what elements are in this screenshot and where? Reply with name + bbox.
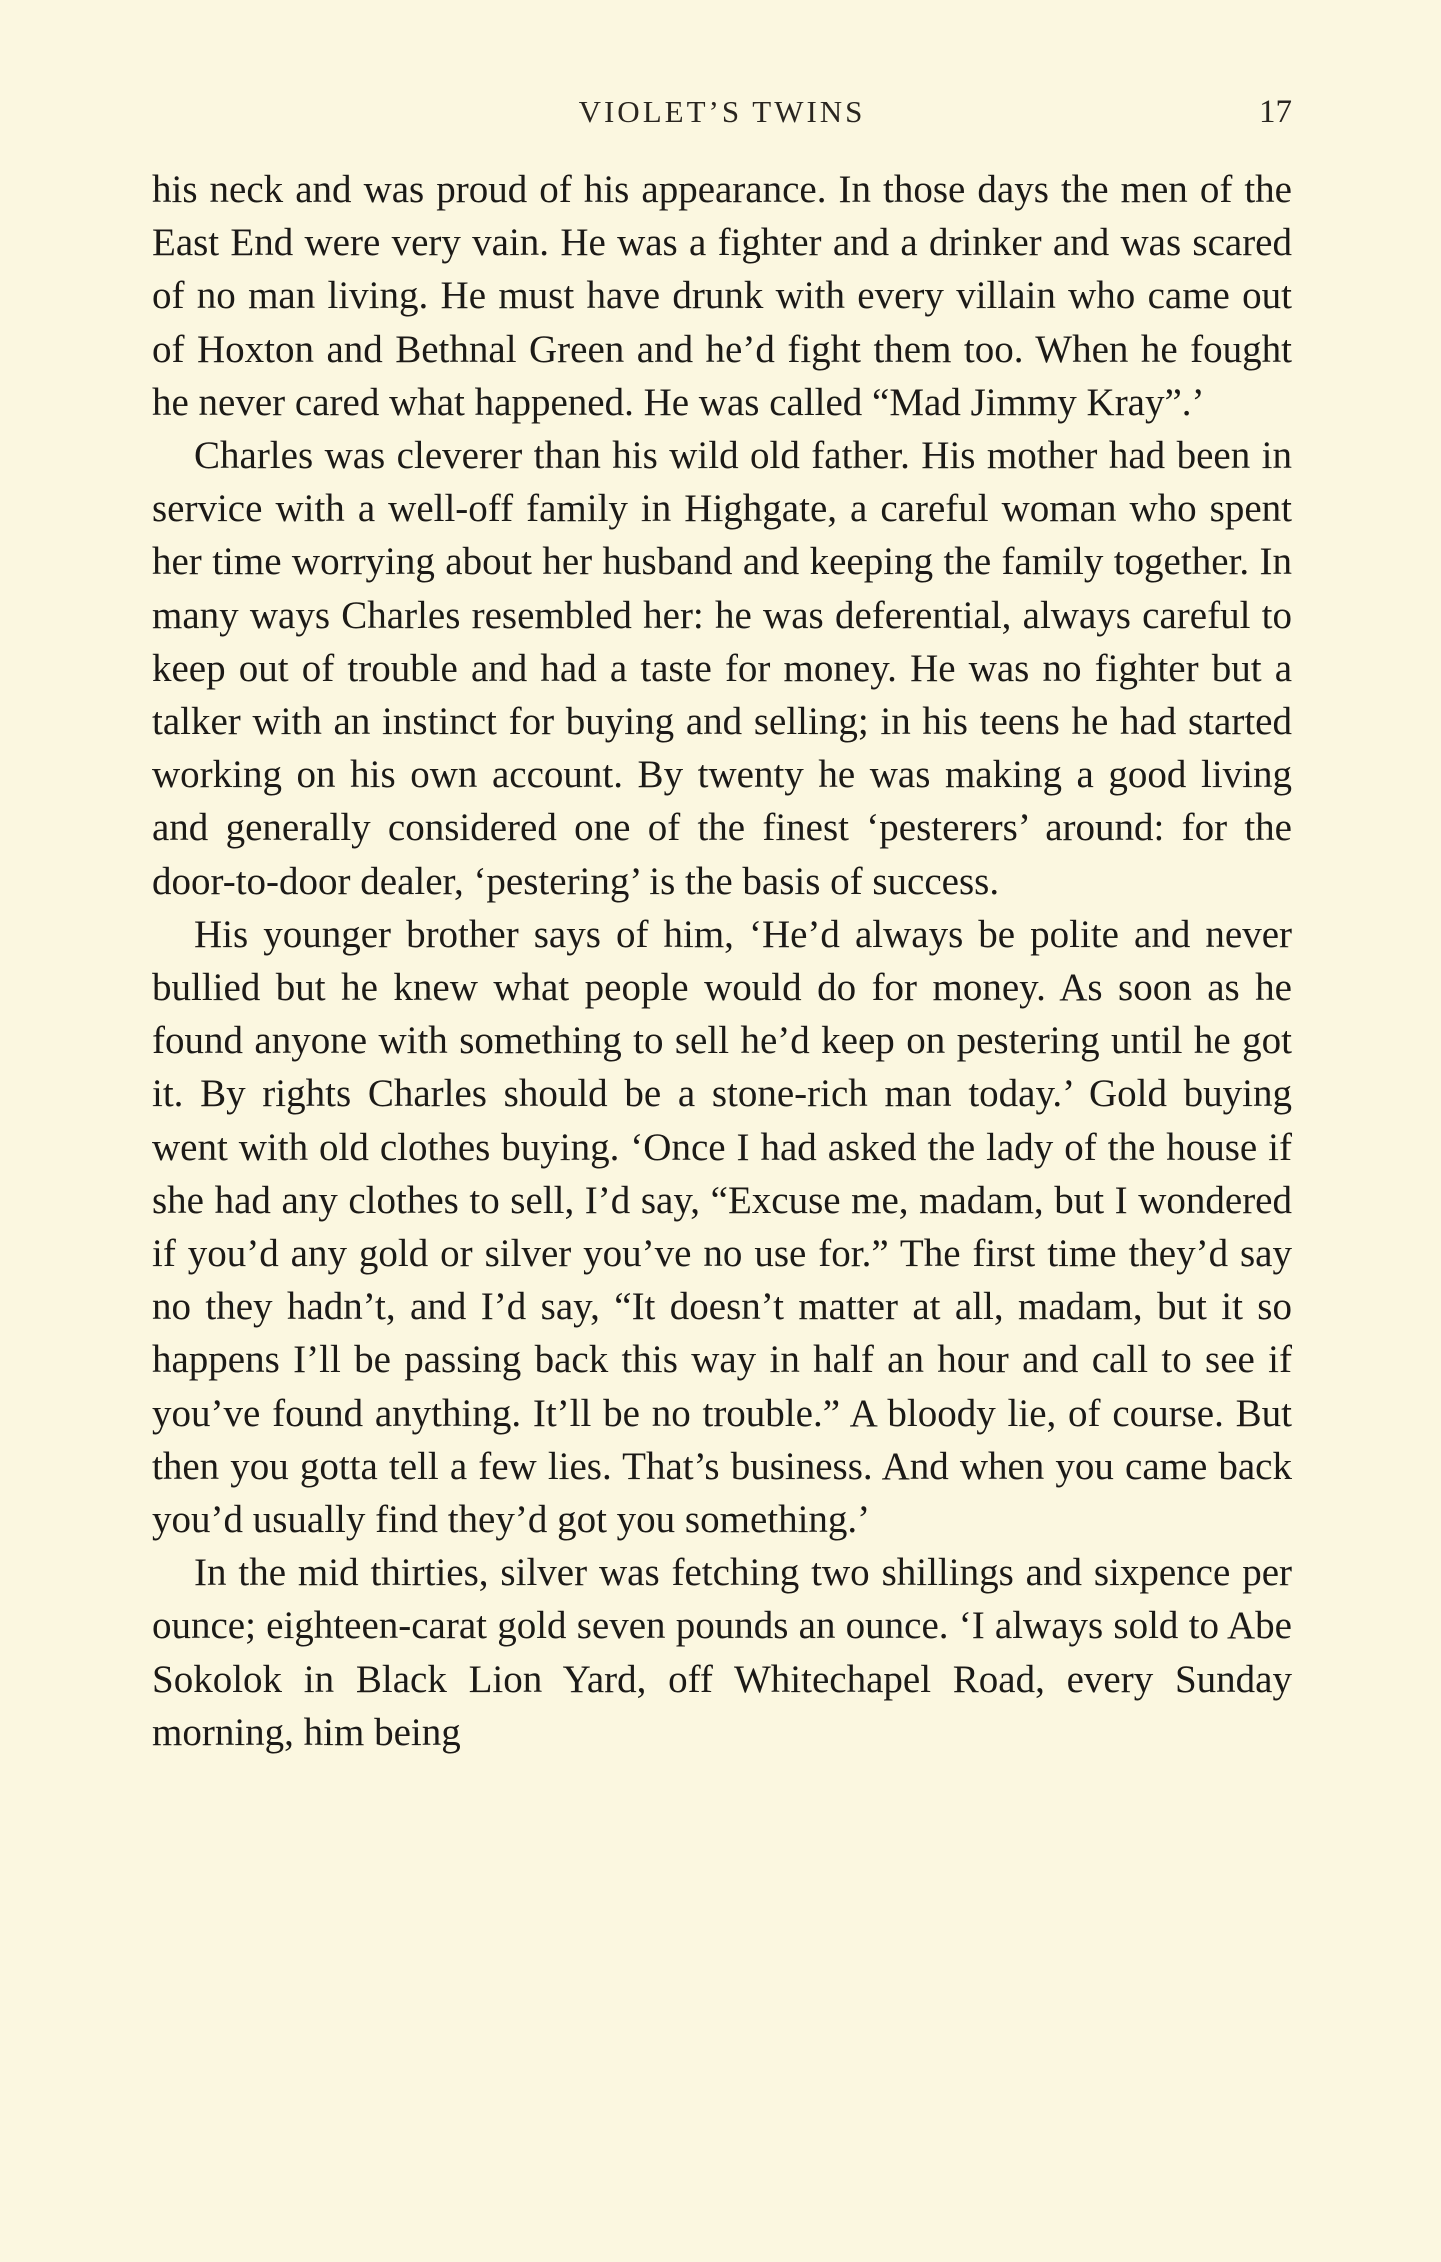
paragraph: Charles was cleverer than his wild old father. His mother had been in service with a well-off family in Highgate, a careful woman who spent her time worrying about her husband and keeping the family together. In many ways Charles resembled her: he was deferential, always careful to keep out of trouble and had a taste for money. He was no fighter but a talker with an instinct for buying and selling; in his teens he had started working on his own account. By twenty he was making a good living and generally considered one of the finest ‘pesterers’ around: for the door-to-door dealer, ‘pestering’ is the basis of success. (152, 434, 1292, 903)
paragraph: His younger brother says of him, ‘He’d always be polite and never bullied but he knew what people would do for money. As soon as he found anyone with something to sell he’d keep on pestering until he got it. By rights Charles should be a stone-rich man today.’ Gold buying went with old clothes buying. ‘Once I had asked the lady of the house if she had any clothes to sell, I’d say, “Excuse me, madam, but I wondered if you’d any gold or silver you’ve no use for.” The first time they’d say no they hadn’t, and I’d say, “It doesn’t matter at all, madam, but it so happens I’ll be passing back this way in half an hour and call to see if you’ve found anything. It’ll be no trouble.” A bloody lie, of course. But then you gotta tell a few lies. That’s business. And when you came back you’d usually find they’d got you something.’ (152, 912, 1292, 1542)
page-number: 17 (1259, 94, 1292, 130)
body-text (152, 163, 1292, 1759)
running-head (152, 90, 1292, 134)
paragraph: In the mid thirties, silver was fetching two shillings and sixpence per ounce; eighteen-carat gold seven pounds an ounce. ‘I always sold to Abe Sokolok in Black Lion Yard, off Whitechapel Road, every Sunday morning, him being (152, 1551, 1292, 1754)
paragraph-continued: his neck and was proud of his appearance. In those days the men of the East End were very vain. He was a fighter and a drinker and was scared of no man living. He must have drunk with every villain who came out of Hoxton and Bethnal Green and he’d fight them too. When he fought he never cared what happened. He was called “Mad Jimmy Kray”.’ (152, 168, 1292, 424)
running-title: VIOLET’S TWINS (578, 94, 866, 129)
